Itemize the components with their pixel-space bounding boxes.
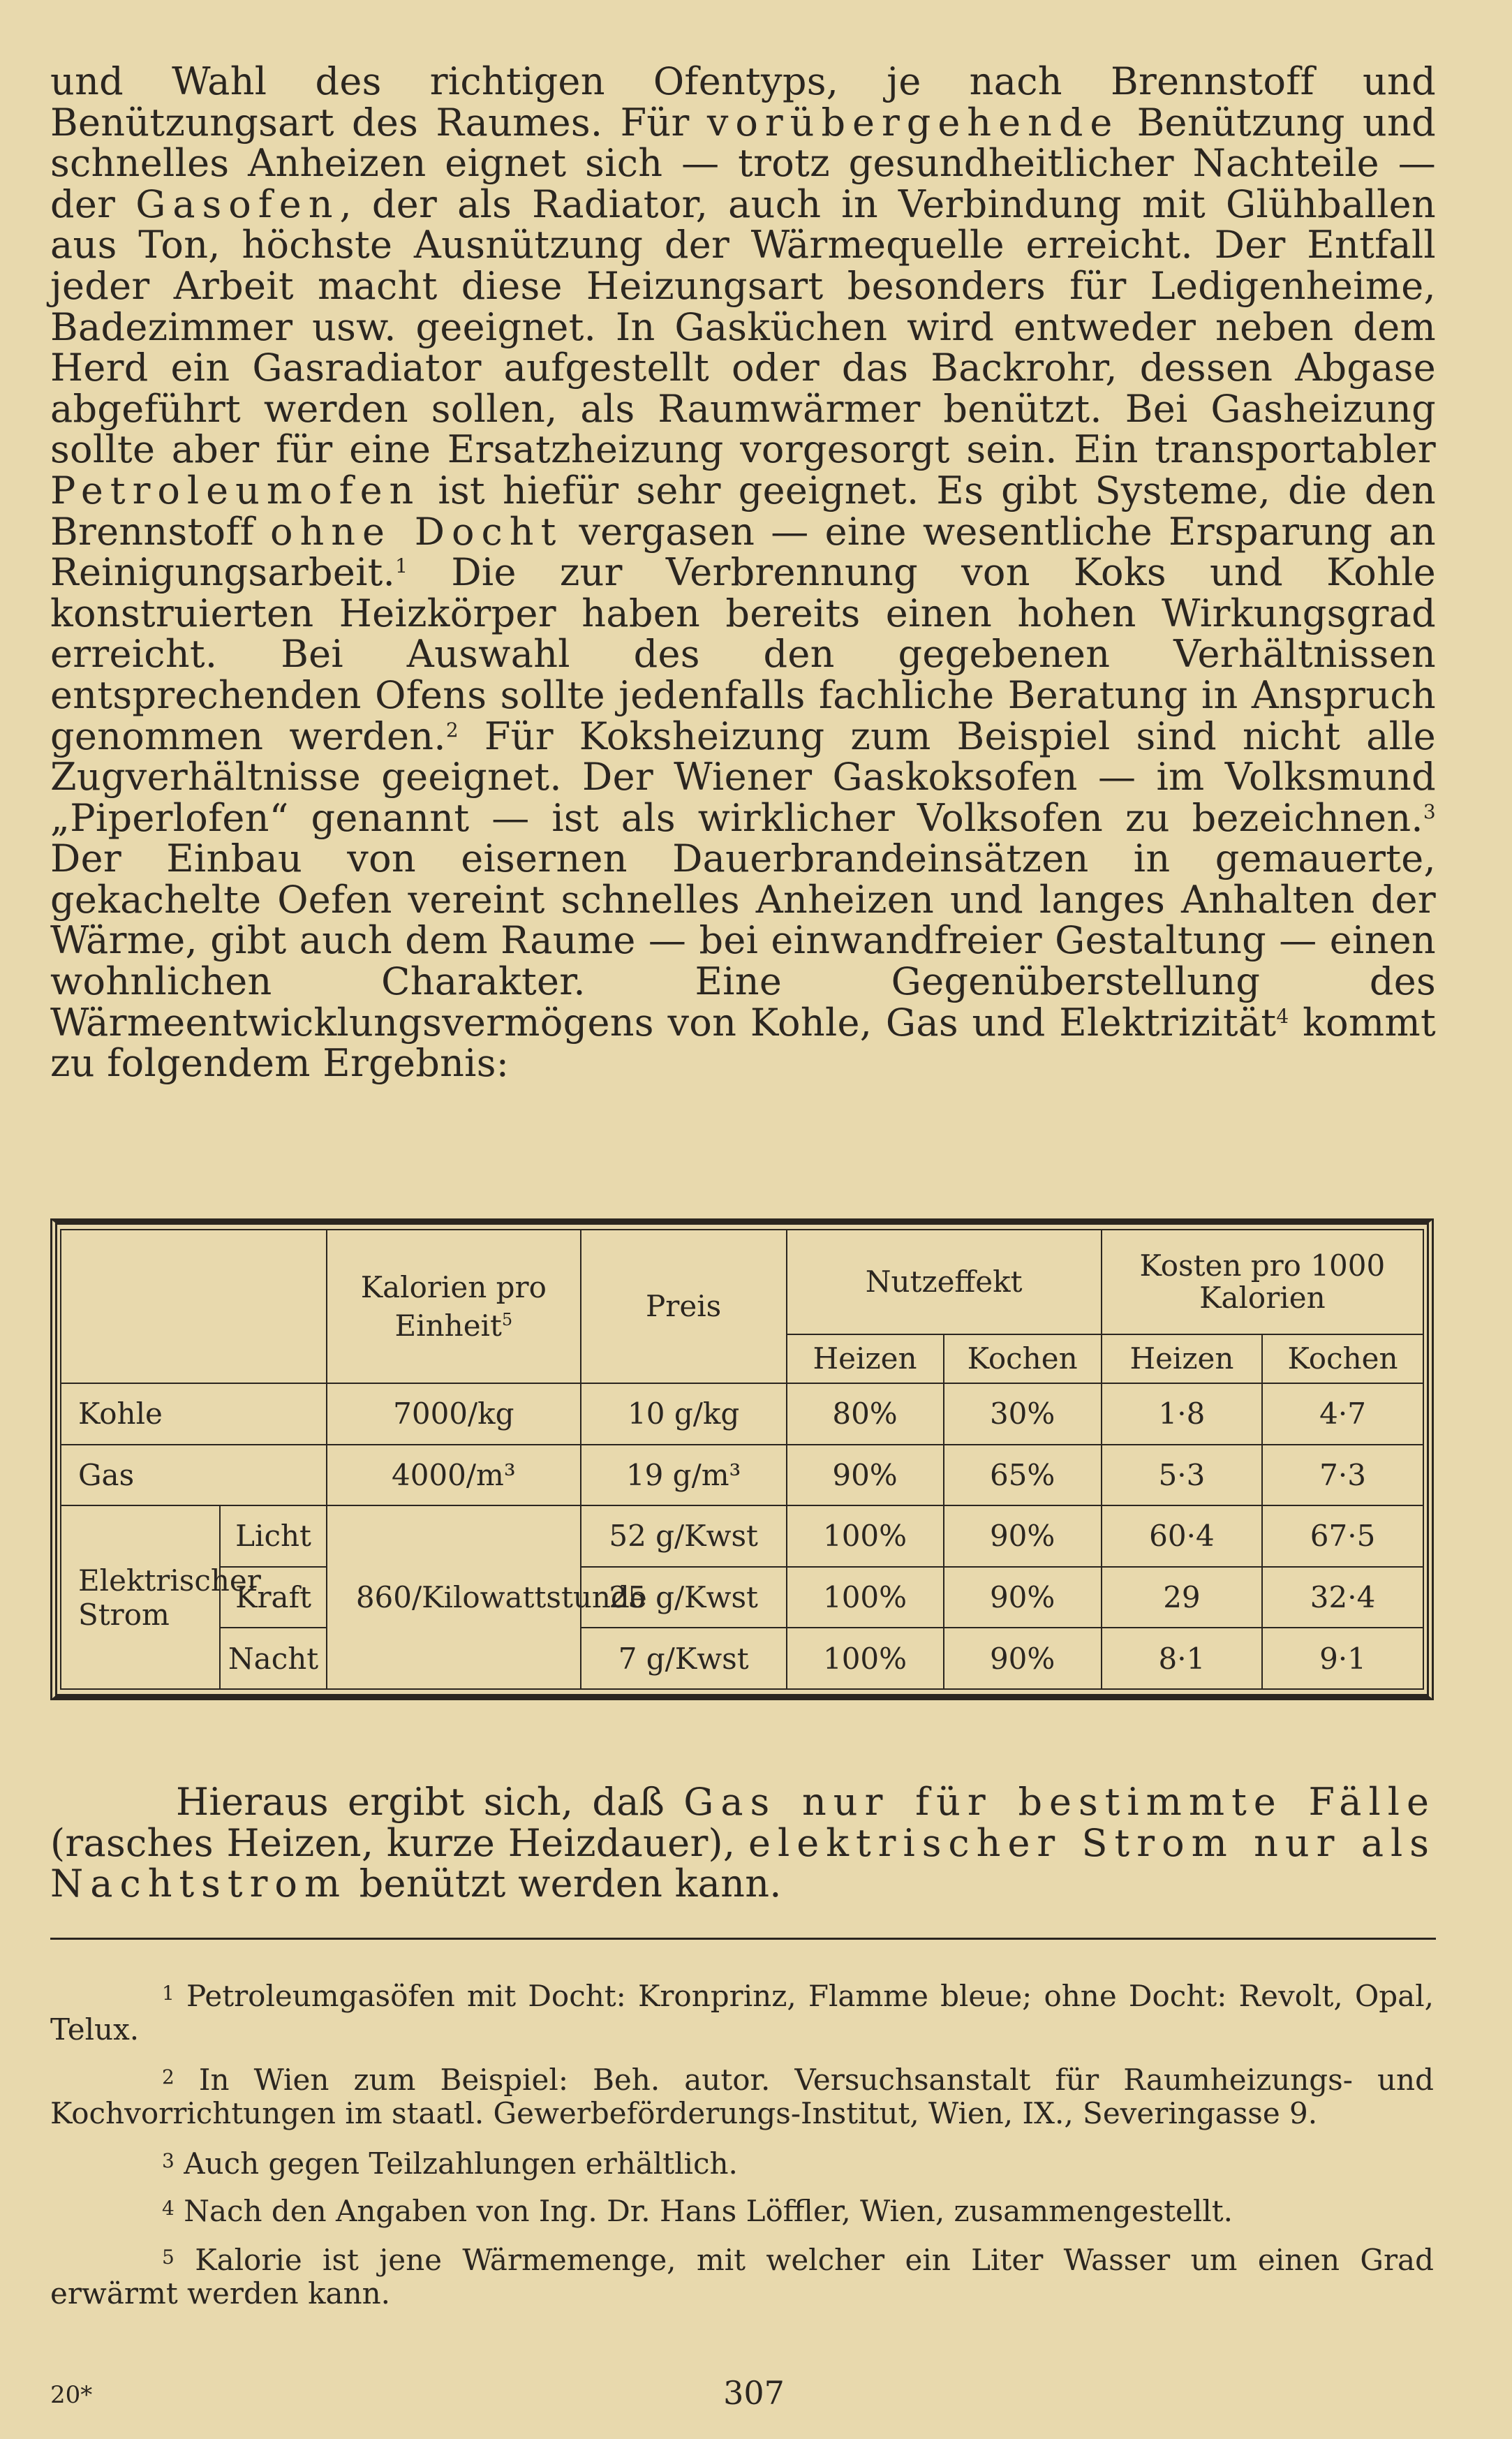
footnote-text: Petroleumgasöfen mit Docht: Kronprinz, Flamme bleue; ohne Docht: Revolt, Opal, Telux.	[50, 1979, 1434, 2047]
cell-nutz-kochen: 30%	[944, 1383, 1102, 1445]
row-sublabel: Nacht	[220, 1628, 327, 1689]
footnote-4	[50, 2195, 1434, 2228]
text-run: Hieraus ergibt sich, daß	[176, 1780, 684, 1824]
header-kosten-heizen: Heizen	[1102, 1334, 1262, 1383]
comparison-table	[60, 1229, 1424, 1690]
header-preis: Preis	[581, 1230, 787, 1383]
text-run: Für Koksheizung zum Beispiel sind nicht alle Zugverhältnisse geeignet. Der Wiener Gaskoksofen — im Volksmund „Piperlofen“ genannt — ist als wirklicher Volksofen zu bezeichnen.	[50, 714, 1437, 840]
emphasis-spaced: elektrischer Strom nur als Nachtstrom	[50, 1820, 1436, 1906]
header-kalorien-label: Kalorien pro Einheit	[360, 1269, 547, 1343]
footnote-text: Kalorie ist jene Wärmemenge, mit welcher ein Liter Wasser um einen Grad erwärmt werden kann.	[50, 2243, 1434, 2311]
footnote-ref: 1	[395, 554, 408, 578]
row-label-strom	[61, 1505, 261, 1689]
footnote-number: 2	[162, 2065, 175, 2088]
header-kosten-label: Kosten pro 1000 Kalorien	[1139, 1248, 1386, 1315]
cell-kosten-kochen: 67·5	[1262, 1505, 1423, 1567]
cell-kosten-heizen: 29	[1102, 1567, 1262, 1628]
cell-nutz-heizen: 80%	[787, 1383, 944, 1445]
cell-nutz-kochen: 90%	[944, 1628, 1102, 1689]
emphasis-spaced: Gasofen	[135, 182, 340, 226]
table-row-kohle	[61, 1383, 1423, 1445]
cell-nutz-heizen: 100%	[787, 1628, 944, 1689]
cell-preis: 25 g/Kwst	[581, 1567, 787, 1628]
cell-kalorien-strom-text: 860/Kilowattstunde	[355, 1580, 647, 1615]
footnote-number: 3	[162, 2149, 175, 2172]
footnote-ref: 2	[445, 718, 459, 742]
row-sublabel: Licht	[220, 1505, 327, 1567]
footnote-divider	[50, 1938, 1436, 1940]
cell-kosten-heizen: 8·1	[1102, 1628, 1262, 1689]
cell-nutz-heizen: 100%	[787, 1567, 944, 1628]
comparison-table-frame	[50, 1218, 1434, 1700]
header-nutz-kochen: Kochen	[944, 1334, 1102, 1383]
row-sublabel: Kraft	[220, 1567, 327, 1628]
text-run: kommt zu folgendem Ergebnis:	[50, 1000, 1437, 1086]
table-row-strom-licht	[61, 1505, 1423, 1567]
header-empty	[61, 1230, 327, 1383]
cell-nutz-heizen: 90%	[787, 1445, 944, 1506]
body-paragraph-1	[50, 61, 1436, 1084]
footnote-text: Auch gegen Teilzahlungen erhältlich.	[184, 2146, 738, 2181]
footnote-3	[50, 2147, 1434, 2181]
footnote-ref: 4	[1276, 1004, 1289, 1028]
text-run: benützt werden kann.	[347, 1862, 782, 1906]
text-run: , der als Radiator, auch in Verbindung mit Glühballen aus Ton, höchste Ausnützung der Wärmequelle erreicht. Der Entfall jeder Arbeit macht diese Heizungsart besonders für Ledigenheime, Badezimmer usw. geeignet. In Gasküchen wird entweder neben dem Herd ein Gasradiator aufgestellt oder das Backrohr, dessen Abgase abgeführt werden sollen, als Raumwärmer benützt. Bei Gasheizung sollte aber für eine Ersatzheizung vorgesorgt sein. Ein transportabler	[50, 182, 1437, 472]
text-run: Die zur Verbrennung von Koks und Kohle konstruierten Heizkörper haben bereits einen hohen Wirkungsgrad erreicht. Bei Auswahl des den gegebenen Verhältnissen entsprechenden Ofens sollte jedenfalls fachliche Beratung in Anspruch genommen werden.	[50, 550, 1436, 758]
cell-kosten-kochen: 32·4	[1262, 1567, 1423, 1628]
cell-kosten-heizen: 1·8	[1102, 1383, 1262, 1445]
header-nutzeffekt: Nutzeffekt	[787, 1230, 1102, 1334]
footnote-1	[50, 1980, 1434, 2047]
cell-kosten-kochen: 7·3	[1262, 1445, 1423, 1506]
emphasis-spaced: vorübergehende	[706, 100, 1120, 145]
cell-preis: 52 g/Kwst	[581, 1505, 787, 1567]
header-nutz-heizen: Heizen	[787, 1334, 944, 1383]
text-run: ist hiefür sehr geeignet. Es gibt Systeme, die den Brennstoff	[50, 468, 1436, 554]
text-run: Der Einbau von eisernen Dauerbrandeinsätzen in gemauerte, gekachelte Oefen vereint schnelles Anheizen und langes Anhalten der Wärme, gibt auch dem Raume — bei einwandfreier Gestaltung — einen wohnlichen Charakter. Eine Gegenüberstellung des Wärmeentwicklungsvermögens von Kohle, Gas und Elektrizität	[50, 837, 1436, 1045]
cell-kalorien: 7000/kg	[327, 1383, 581, 1445]
table-row-gas	[61, 1445, 1423, 1506]
cell-kosten-heizen: 60·4	[1102, 1505, 1262, 1567]
emphasis-spaced: ohne Docht	[269, 509, 563, 554]
cell-preis: 7 g/Kwst	[581, 1628, 787, 1689]
emphasis-spaced: Petroleumofen	[50, 468, 421, 513]
header-kosten	[1102, 1230, 1423, 1334]
cell-nutz-heizen: 100%	[787, 1505, 944, 1567]
header-kosten-kochen: Kochen	[1262, 1334, 1423, 1383]
row-label: Gas	[61, 1445, 327, 1506]
cell-nutz-kochen: 90%	[944, 1567, 1102, 1628]
cell-nutz-kochen: 65%	[944, 1445, 1102, 1506]
cell-kalorien: 4000/m³	[327, 1445, 581, 1506]
footnote-text: Nach den Angaben von Ing. Dr. Hans Löffler, Wien, zusammengestellt.	[184, 2194, 1233, 2228]
footnote-5	[50, 2243, 1434, 2311]
cell-kosten-kochen: 4·7	[1262, 1383, 1423, 1445]
text-run: und Wahl des richtigen Ofentyps, je nach Brennstoff und Benützungsart des Raumes. Für	[50, 59, 1436, 145]
cell-kosten-kochen: 9·1	[1262, 1628, 1423, 1689]
footnote-2	[50, 2063, 1434, 2130]
page-number: 307	[723, 2374, 785, 2412]
signature-mark: 20*	[50, 2381, 93, 2409]
footnote-number: 1	[162, 1982, 175, 2005]
row-label: Kohle	[61, 1383, 327, 1445]
cell-kosten-heizen: 5·3	[1102, 1445, 1262, 1506]
text-run: (rasches Heizen, kurze Heizdauer),	[50, 1820, 749, 1865]
cell-preis: 19 g/m³	[581, 1445, 787, 1506]
cell-kalorien-strom	[327, 1505, 647, 1689]
footnote-number: 4	[162, 2197, 175, 2220]
emphasis-spaced: Gas nur für bestimmte Fälle	[683, 1780, 1436, 1824]
footnote-ref: 3	[1423, 800, 1436, 823]
table-row-strom-kraft	[61, 1567, 1423, 1628]
text-run: Benützung und schnelles Anheizen eignet sich — trotz gesundheitlicher Nachteile — der	[50, 100, 1436, 226]
header-kalorien	[327, 1230, 581, 1383]
cell-preis: 10 g/kg	[581, 1383, 787, 1445]
body-paragraph-2	[50, 1782, 1436, 1905]
footnote-number: 5	[162, 2246, 175, 2269]
footnote-text: In Wien zum Beispiel: Beh. autor. Versuchsanstalt für Raumheizungs- und Kochvorrichtungen im staatl. Gewerbeförderungs-Institut, Wien, IX., Severingasse 9.	[50, 2063, 1434, 2130]
footnote-ref: 5	[501, 1309, 513, 1329]
table-row-strom-nacht	[61, 1628, 1423, 1689]
cell-nutz-kochen: 90%	[944, 1505, 1102, 1567]
row-label-strom-text: Elektrischer Strom	[78, 1563, 261, 1632]
text-run: vergasen — eine wesentliche Ersparung an Reinigungsarbeit.	[50, 509, 1437, 595]
